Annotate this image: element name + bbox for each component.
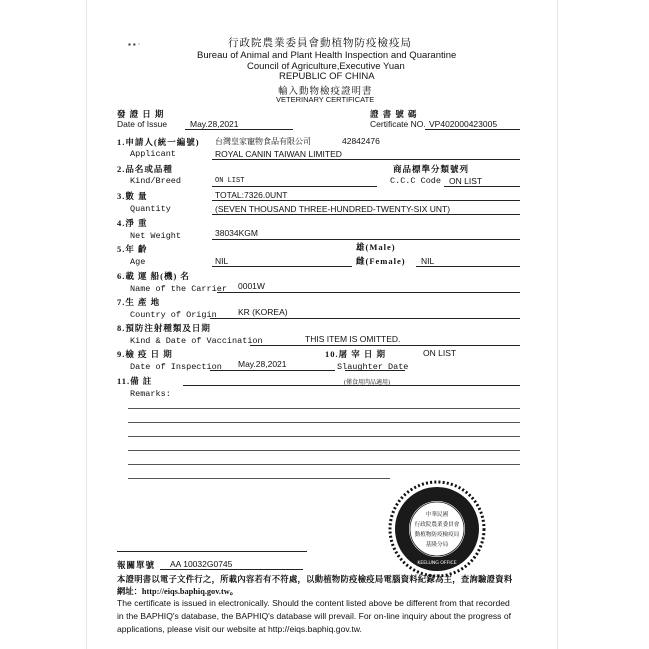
- origin-label-zh: 7.生 產 地: [117, 297, 161, 307]
- ccc-value: ON LIST: [449, 176, 483, 186]
- remarks-line-3: [128, 422, 520, 423]
- vaccination-value: THIS ITEM IS OMITTED.: [305, 334, 401, 344]
- quantity-total-underline: [212, 200, 520, 201]
- notice-zh-line-1: 本證明書以電子文件行之，所載內容若有不符處，以動植物防疫檢疫局電腦資料紀錄為主，查詢驗證資料: [117, 575, 513, 584]
- origin-label-en: Country of Origin: [130, 310, 217, 320]
- certificate-title-en: VETERINARY CERTIFICATE: [276, 95, 375, 104]
- remarks-line-7: [128, 478, 390, 479]
- ccc-label-en: C.C.C Code: [390, 176, 442, 186]
- quantity-words-underline: [212, 214, 520, 215]
- applicant-underline: [212, 159, 520, 160]
- weight-value: 38034KGM: [215, 228, 258, 238]
- notice-en-line-2: in the BAPHIQ's database, the BAPHIQ's database will prevail. For on-line inquiry about the progress of: [117, 611, 512, 621]
- country-name: REPUBLIC OF CHINA: [279, 71, 375, 82]
- quantity-total: TOTAL:7326.0UNT: [215, 190, 288, 200]
- carrier-label-zh: 6.載 運 船(機) 名: [117, 271, 190, 281]
- inspection-label-zh: 9.檢 疫 日 期: [117, 349, 173, 359]
- slaughter-value: ON LIST: [423, 348, 457, 358]
- quantity-label-zh: 3.數 量: [117, 191, 148, 201]
- seal-line-4: 基隆分局: [425, 542, 449, 548]
- carrier-value: 0001W: [238, 281, 265, 291]
- sex-value: NIL: [421, 256, 435, 266]
- inspection-value: May.28,2021: [238, 359, 287, 369]
- kind-label-en: Kind/Breed: [130, 176, 182, 186]
- cert-no-underline: [425, 129, 520, 130]
- applicant-name-en: ROYAL CANIN TAIWAN LIMITED: [215, 149, 342, 159]
- carrier-label-en: Name of the Carrier: [130, 284, 227, 294]
- remarks-label-zh: 11.備 註: [117, 376, 153, 386]
- weight-label-zh: 4.淨 重: [117, 218, 148, 228]
- ccc-underline: [444, 186, 520, 187]
- kind-label-zh: 2.品名或品種: [117, 164, 173, 174]
- remarks-line-1: [183, 385, 520, 386]
- sex-underline: [416, 266, 520, 267]
- quantity-words: (SEVEN THOUSAND THREE-HUNDRED-TWENTY-SIX UNT): [215, 204, 451, 214]
- applicant-name-zh: 台灣皇家寵物食品有限公司: [215, 137, 311, 146]
- report-value: AA 10032G0745: [170, 559, 233, 569]
- applicant-label-en: Applicant: [130, 149, 176, 159]
- remarks-line-2: [128, 408, 520, 409]
- origin-underline: [210, 318, 520, 319]
- notice-zh-line-2: 網址：http://eiqs.baphiq.gov.tw。: [117, 587, 239, 596]
- council-name: Council of Agriculture,Executive Yuan: [247, 61, 405, 72]
- remarks-label-en: Remarks:: [130, 389, 171, 399]
- age-value: NIL: [215, 256, 229, 266]
- weight-underline: [212, 239, 520, 240]
- org-name-en: Bureau of Animal and Plant Health Inspection and Quarantine: [197, 50, 457, 61]
- age-label-zh: 5.年 齡: [117, 244, 148, 254]
- report-underline: [160, 569, 303, 570]
- issue-date-value: May.28,2021: [190, 119, 239, 129]
- report-label: 報關單號: [117, 560, 156, 570]
- seal-line-1: 中華民國: [425, 512, 449, 518]
- remarks-line-4: [128, 436, 520, 437]
- cert-no-label-en: Certificate NO.: [370, 119, 426, 129]
- sex-male-label: 雄(Male): [356, 242, 396, 252]
- certificate-title-zh: 輸入動物檢疫證明書: [278, 87, 373, 97]
- applicant-label-zh: 1.申請人(統一編號): [117, 137, 200, 147]
- footer-top-rule: [117, 551, 307, 552]
- ccc-label-zh: 商品標準分類號列: [393, 164, 470, 174]
- inspection-label-en: Date of Inspection: [130, 362, 222, 372]
- sex-female-label: 雌(Female): [356, 256, 406, 266]
- kind-underline: [212, 186, 377, 187]
- slaughter-label-zh: 10.屠 宰 日 期: [325, 349, 387, 359]
- seal-line-2: 行政院農業委員會: [414, 522, 460, 528]
- vaccination-label-en: Kind & Date of Vaccination: [130, 336, 263, 346]
- issue-date-label-zh: 發 證 日 期: [117, 109, 165, 119]
- applicant-tax-id: 42842476: [342, 136, 380, 146]
- inspection-underline: [210, 370, 335, 371]
- scan-specks: ▪ ▪ ·: [128, 40, 141, 49]
- cert-no-label-zh: 證 書 號 碼: [370, 109, 418, 119]
- slaughter-underline: [345, 370, 405, 371]
- issue-date-underline: [185, 129, 293, 130]
- vaccination-underline: [250, 345, 520, 346]
- remarks-line-6: [128, 464, 520, 465]
- issue-date-label-en: Date of Issue: [117, 119, 168, 129]
- notice-en-line-1: The certificate is issued in electronically. Should the content listed above be different from that recorded: [117, 598, 510, 608]
- remarks-line-5: [128, 450, 520, 451]
- origin-value: KR (KOREA): [238, 307, 288, 317]
- kind-value: ON LIST: [215, 177, 245, 185]
- remarks-note: (僅食用肉品適用): [344, 380, 390, 386]
- seal-line-3: 動植物防疫檢疫局: [414, 532, 460, 538]
- official-seal: [388, 480, 486, 578]
- vaccination-label-zh: 8.預防注射種類及日期: [117, 323, 211, 333]
- notice-en-line-3: applications, please visit our website at http://eiqs.baphiq.gov.tw.: [117, 624, 362, 634]
- cert-no-value: VP402000423005: [429, 119, 498, 129]
- age-underline: [212, 266, 352, 267]
- org-name-zh: 行政院農業委員會動植物防疫檢疫局: [228, 38, 412, 49]
- weight-label-en: Net Weight: [130, 231, 182, 241]
- seal-ring-text: KEELUNG OFFICE: [417, 561, 457, 566]
- slaughter-label-en: Slaughter Date: [337, 362, 409, 372]
- carrier-underline: [217, 292, 520, 293]
- quantity-label-en: Quantity: [130, 204, 171, 214]
- age-label-en: Age: [130, 257, 146, 267]
